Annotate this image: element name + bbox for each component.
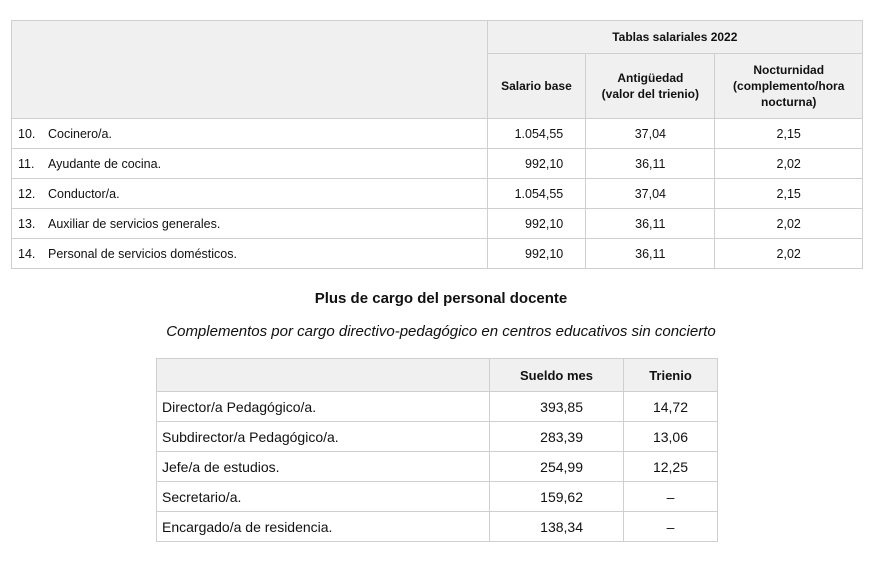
cargo-name: Subdirector/a Pedagógico/a. — [157, 422, 490, 452]
salary-table-2022 — [11, 20, 863, 269]
trienio-value: 14,72 — [624, 392, 718, 422]
col-salario-base: Salario base — [487, 54, 586, 119]
header-empty-cell — [157, 359, 490, 392]
salario-base-value: 1.054,55 — [487, 119, 586, 149]
salario-base-value: 1.054,55 — [487, 179, 586, 209]
salario-base-value: 992,10 — [487, 149, 586, 179]
group-header: Tablas salariales 2022 — [487, 21, 862, 54]
nocturnidad-value: 2,02 — [715, 239, 863, 269]
col-antiguedad: Antigüedad (valor del trienio) — [586, 54, 715, 119]
antiguedad-value: 36,11 — [586, 239, 715, 269]
table-row — [157, 422, 718, 452]
trienio-value: 12,25 — [624, 452, 718, 482]
table-row — [12, 119, 863, 149]
sueldo-value: 138,34 — [490, 512, 624, 542]
table-row — [12, 149, 863, 179]
plus-cargo-table — [156, 358, 718, 542]
antiguedad-value: 36,11 — [586, 149, 715, 179]
col-sueldo-mes: Sueldo mes — [490, 359, 624, 392]
trienio-value: – — [624, 482, 718, 512]
sueldo-value: 283,39 — [490, 422, 624, 452]
cargo-name: Encargado/a de residencia. — [157, 512, 490, 542]
nocturnidad-value: 2,02 — [715, 209, 863, 239]
sueldo-value: 254,99 — [490, 452, 624, 482]
nocturnidad-value: 2,02 — [715, 149, 863, 179]
row-label: 13. Auxiliar de servicios generales. — [12, 209, 488, 239]
table-row — [157, 392, 718, 422]
header-empty-cell — [12, 21, 488, 119]
col-nocturnidad: Nocturnidad (complemento/hora nocturna) — [715, 54, 863, 119]
table-row — [12, 209, 863, 239]
row-label: 11. Ayudante de cocina. — [12, 149, 488, 179]
row-label: 14. Personal de servicios domésticos. — [12, 239, 488, 269]
sueldo-value: 393,85 — [490, 392, 624, 422]
trienio-value: 13,06 — [624, 422, 718, 452]
col-trienio: Trienio — [624, 359, 718, 392]
antiguedad-value: 37,04 — [586, 119, 715, 149]
nocturnidad-value: 2,15 — [715, 179, 863, 209]
cargo-name: Jefe/a de estudios. — [157, 452, 490, 482]
row-label: 10. Cocinero/a. — [12, 119, 488, 149]
row-label: 12. Conductor/a. — [12, 179, 488, 209]
cargo-name: Secretario/a. — [157, 482, 490, 512]
table-row — [157, 452, 718, 482]
salario-base-value: 992,10 — [487, 239, 586, 269]
antiguedad-value: 36,11 — [586, 209, 715, 239]
salario-base-value: 992,10 — [487, 209, 586, 239]
trienio-value: – — [624, 512, 718, 542]
table-row — [157, 512, 718, 542]
table-row — [12, 179, 863, 209]
antiguedad-value: 37,04 — [586, 179, 715, 209]
section-subtitle: Complementos por cargo directivo-pedagógico en centros educativos sin concierto — [166, 323, 716, 340]
nocturnidad-value: 2,15 — [715, 119, 863, 149]
table-row — [157, 482, 718, 512]
cargo-name: Director/a Pedagógico/a. — [157, 392, 490, 422]
section-title: Plus de cargo del personal docente — [314, 290, 568, 307]
table-row — [12, 239, 863, 269]
sueldo-value: 159,62 — [490, 482, 624, 512]
